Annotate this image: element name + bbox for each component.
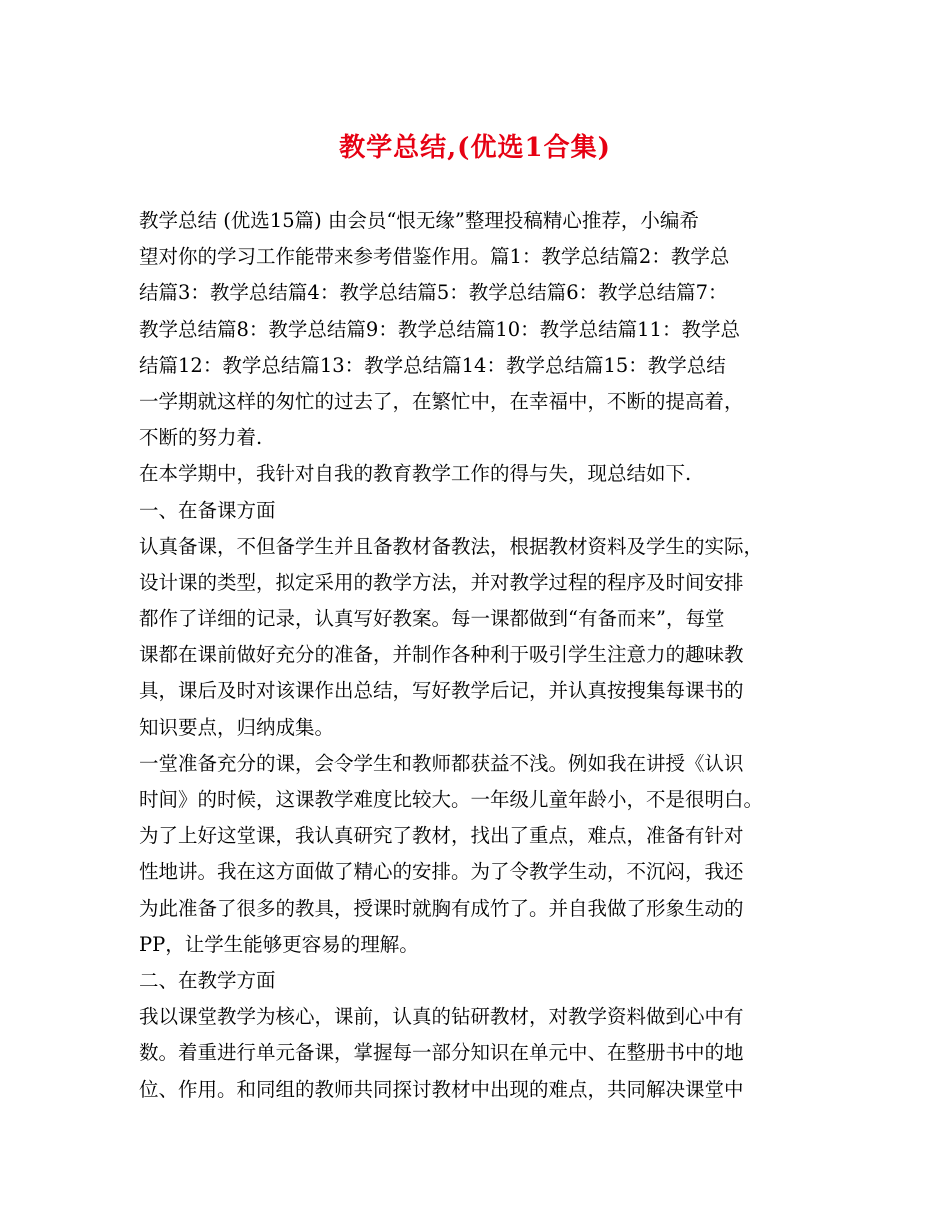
text-line: 都作了详细的记录，认真写好教案。每一课都做到“有备而来”，每堂 [139,607,725,631]
text-line: 为此准备了很多的教具，授课时就胸有成竹了。并自我做了形象生动的 [139,896,744,920]
text-line: 知识要点，归纳成集。 [139,715,335,739]
text-line: 在本学期中，我针对自我的教育教学工作的得与失，现总结如下. [139,462,692,486]
text-line: 位、作用。和同组的教师共同探讨教材中出现的难点，共同解决课堂中 [139,1077,744,1101]
document-body [139,203,829,1108]
text-line: 为了上好这堂课，我认真研究了教材，找出了重点，难点，准备有针对 [139,824,744,848]
text-line: 一学期就这样的匆忙的过去了，在繁忙中，在幸福中，不断的提高着， [139,389,744,413]
text-line: 课都在课前做好充分的准备，并制作各种利于吸引学生注意力的趣味教 [139,643,744,667]
section-heading: 一、在备课方面 [139,498,276,522]
text-line: 不断的努力着. [139,426,263,450]
text-line: 设计课的类型，拟定采用的教学方法，并对教学过程的程序及时间安排 [139,570,744,594]
text-line: 结篇3：教学总结篇4：教学总结篇5：教学总结篇6：教学总结篇7： [139,281,728,305]
text-line: 一堂准备充分的课，会令学生和教师都获益不浅。例如我在讲授《认识 [139,751,744,775]
section-heading: 二、在教学方面 [139,968,276,992]
text-line: 认真备课，不但备学生并且备教材备教法，根据教材资料及学生的实际， [139,534,764,558]
text-line: 时间》的时候，这课教学难度比较大。一年级儿童年龄小，不是很明白。 [139,788,764,811]
text-line: 具，课后及时对该课作出总结，写好教学后记，并认真按搜集每课书的 [139,679,744,703]
text-line: 数。着重进行单元备课，掌握每一部分知识在单元中、在整册书中的地 [139,1041,744,1065]
text-line: 望对你的学习工作能带来参考借鉴作用。篇1：教学总结篇2：教学总 [139,245,730,269]
text-line: 我以课堂教学为核心，课前，认真的钻研教材，对教学资料做到心中有 [139,1005,744,1029]
text-line: PP，让学生能够更容易的理解。 [139,932,419,956]
text-line: 教学总结 (优选15篇) 由会员“恨无缘”整理投稿精心推荐，小编希 [139,209,699,232]
text-line: 性地讲。我在这方面做了精心的安排。为了令教学生动，不沉闷，我还 [139,860,744,884]
text-line: 教学总结篇8：教学总结篇9：教学总结篇10：教学总结篇11：教学总 [139,317,740,341]
document-title: 教学总结,(优选1合集) [339,133,611,163]
text-line: 结篇12：教学总结篇13：教学总结篇14：教学总结篇15：教学总结 [139,353,726,377]
